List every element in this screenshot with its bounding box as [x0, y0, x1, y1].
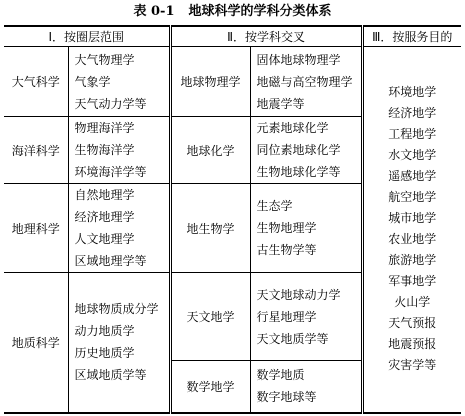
purpose-item: 工程地学 [388, 127, 437, 142]
layer-name: 地理科学 [4, 184, 68, 273]
header-row [4, 26, 461, 47]
cross-subjects [250, 47, 362, 117]
subject-item: 人文地理学 [74, 232, 135, 246]
subject-item: 固体地球物理学 [256, 52, 341, 67]
purpose-item: 灾害学等 [388, 358, 437, 373]
purpose-item: 水文地学 [388, 148, 437, 163]
subject-item: 气象学 [74, 74, 111, 89]
header-layer-range: Ⅰ．按圈层范围 [4, 26, 170, 47]
layer-subjects [68, 47, 170, 117]
purpose-item: 航空地学 [388, 190, 437, 205]
subject-item: 地球物质成分学 [74, 302, 159, 317]
subject-item: 行星地理学 [256, 309, 317, 324]
cross-name: 地球化学 [170, 117, 250, 184]
subject-item: 生物地球化学等 [256, 165, 341, 179]
cross-subjects [250, 184, 362, 273]
cross-name: 地生物学 [170, 184, 250, 273]
subject-item: 数字地球等 [256, 390, 317, 405]
layer-name: 地质科学 [4, 273, 68, 413]
subject-item: 生态学 [256, 199, 293, 213]
table-title: 地球科学的学科分类体系 [188, 4, 332, 19]
table-caption [0, 2, 465, 22]
purpose-item: 地震预报 [388, 337, 437, 352]
purpose-list [362, 47, 461, 413]
subject-item: 环境海洋学等 [74, 165, 147, 179]
header-service-purpose: Ⅲ．按服务目的 [362, 26, 461, 47]
cross-name: 数学地学 [170, 361, 250, 413]
layer-subjects [68, 184, 170, 273]
subject-item: 地磁与高空物理学 [256, 74, 353, 89]
subject-item: 天气动力学等 [74, 96, 147, 111]
subject-item: 地震学等 [256, 96, 305, 111]
subject-item: 区域地质学等 [74, 368, 147, 383]
classification-table [4, 25, 461, 414]
subject-item: 物理海洋学 [74, 121, 135, 135]
purpose-item: 旅游地学 [388, 253, 437, 268]
subject-item: 数学地质 [256, 368, 305, 383]
subject-item: 自然地理学 [74, 188, 135, 202]
purpose-item: 环境地学 [388, 85, 437, 100]
cross-subjects [250, 273, 362, 361]
purpose-item: 遥感地学 [388, 169, 437, 184]
cross-name: 地球物理学 [170, 47, 250, 117]
layer-subjects [68, 117, 170, 184]
purpose-item: 天气预报 [388, 316, 437, 331]
table-row [4, 47, 461, 117]
subject-item: 动力地质学 [74, 324, 135, 339]
purpose-item: 经济地学 [388, 106, 437, 121]
subject-item: 天文地球动力学 [256, 287, 341, 302]
table-number: 表 0-1 [133, 4, 175, 19]
subject-item: 生物海洋学 [74, 143, 135, 157]
purpose-item: 农业地学 [388, 232, 437, 247]
subject-item: 古生物学等 [256, 243, 317, 257]
purpose-item: 火山学 [394, 295, 431, 310]
layer-name: 大气科学 [4, 47, 68, 117]
subject-item: 天文地质学等 [256, 331, 329, 346]
layer-subjects [68, 273, 170, 413]
cross-name: 天文地学 [170, 273, 250, 361]
purpose-item: 军事地学 [388, 274, 437, 289]
subject-item: 历史地质学 [74, 346, 135, 361]
header-discipline-cross: Ⅱ．按学科交叉 [170, 26, 362, 47]
layer-name: 海洋科学 [4, 117, 68, 184]
subject-item: 同位素地球化学 [256, 143, 341, 157]
cross-subjects [250, 117, 362, 184]
subject-item: 元素地球化学 [256, 121, 329, 135]
subject-item: 大气物理学 [74, 52, 135, 67]
subject-item: 生物地理学 [256, 221, 317, 235]
subject-item: 经济地理学 [74, 210, 135, 224]
cross-subjects [250, 361, 362, 413]
purpose-item: 城市地学 [388, 211, 437, 226]
subject-item: 区域地理学等 [74, 254, 147, 268]
